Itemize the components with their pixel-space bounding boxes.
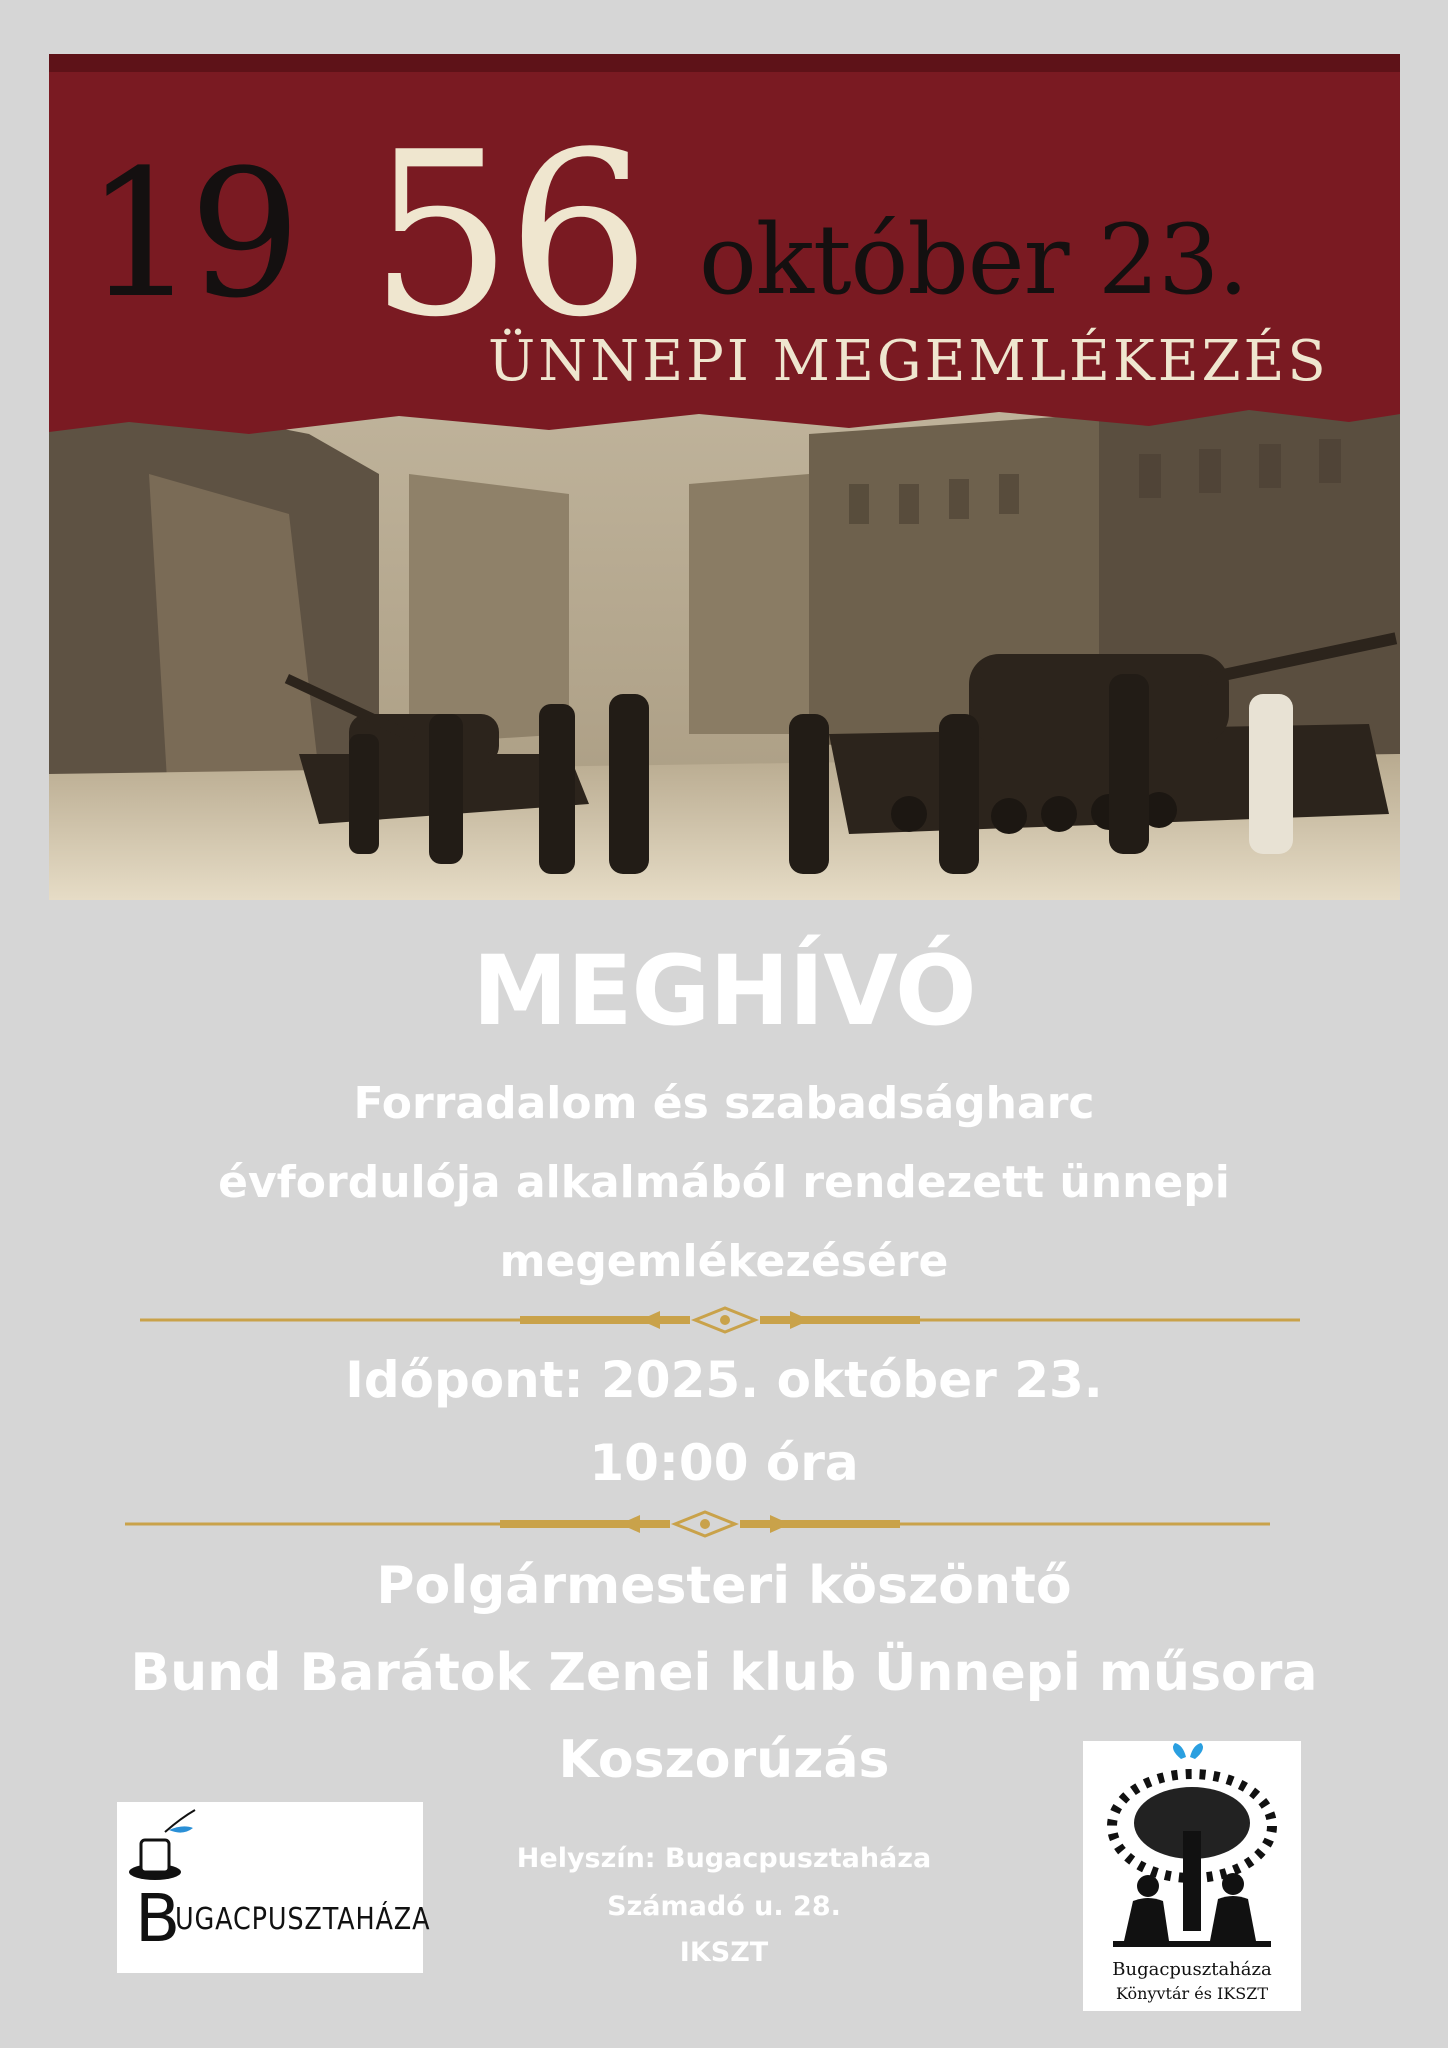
bugacpusztahaza-logo [117,1802,431,1973]
logo-initial: B [135,1880,181,1957]
description-line: évfordulója alkalmából rendezett ünnepi [218,1157,1230,1208]
library-logo [1083,1741,1301,2011]
program-item: Bund Barátok Zenei klub Ünnepi műsora [130,1643,1318,1703]
program-item: Polgármesteri köszöntő [376,1556,1072,1616]
event-hour: 10:00 óra [589,1434,859,1492]
hero-photo [49,54,1400,900]
library-subtitle: Könyvtár és IKSZT [1115,1984,1269,2003]
invitation-title: MEGHÍVÓ [472,935,976,1047]
library-name: Bugacpusztaháza [1112,1959,1272,1980]
location-line: Számadó u. 28. [607,1891,841,1922]
logo-left-text: UGACPUSZTAHÁZA [175,1902,431,1937]
ornamental-divider [0,1509,1448,1539]
ornamental-divider [0,1305,1448,1335]
banner-subtitle: ÜNNEPI MEGEMLÉKEZÉS [488,329,1329,394]
year-digits-56: 56 [369,104,645,367]
year-digits-19: 19 [85,132,293,337]
program-item: Koszorúzás [558,1730,890,1790]
location-line: Helyszín: Bugacpusztaháza [516,1843,932,1874]
description-line: megemlékezésére [499,1236,949,1287]
description-line: Forradalom és szabadságharc [353,1078,1095,1129]
banner-date: október 23. [699,204,1248,316]
event-date: Időpont: 2025. október 23. [345,1351,1103,1409]
location-line: IKSZT [679,1937,769,1968]
tree-readers-icon [1083,1741,1301,1961]
